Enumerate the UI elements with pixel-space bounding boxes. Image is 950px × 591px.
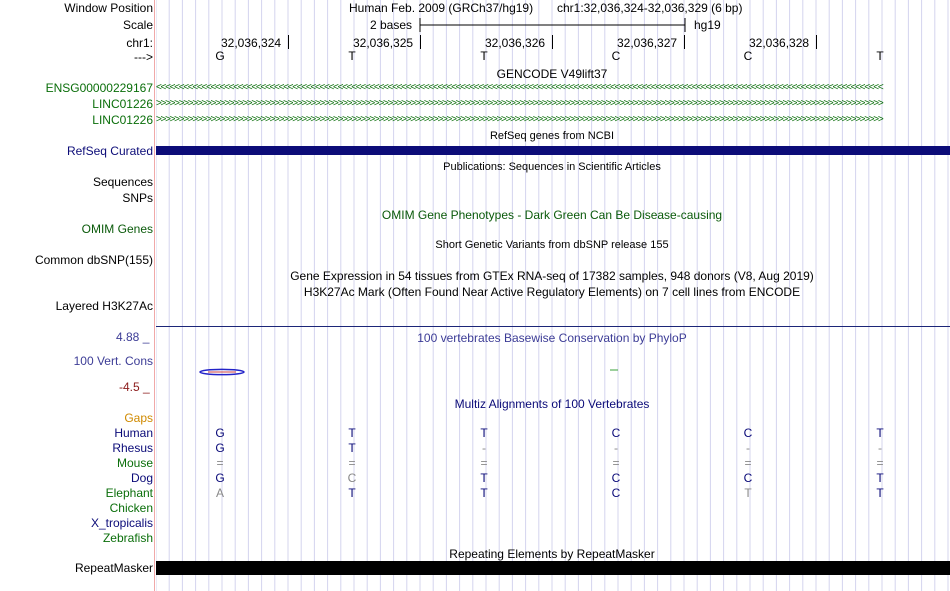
coordinate-tick-label: 32,036,328 — [749, 36, 810, 50]
species-base: - — [878, 441, 882, 455]
species-base: C — [611, 471, 621, 485]
omim-track-title[interactable]: OMIM Gene Phenotypes - Dark Green Can Be Disease-causing — [381, 208, 723, 222]
species-base: T — [480, 486, 488, 500]
coordinate-tick-label: 32,036,324 — [221, 36, 282, 50]
coordinate-tick — [816, 35, 817, 49]
species-base: C — [347, 471, 357, 485]
sequences-label[interactable]: Sequences — [92, 175, 153, 189]
cons-track-title[interactable]: 100 vertebrates Basewise Conservation by PhyloP — [417, 331, 687, 345]
chr-label: chr1: — [126, 36, 153, 50]
species-base: = — [744, 456, 752, 470]
species-base: G — [215, 426, 225, 440]
species-base: T — [480, 426, 488, 440]
reference-base: G — [215, 49, 225, 63]
multiz-track-title[interactable]: Multiz Alignments of 100 Vertebrates — [454, 397, 650, 411]
cons-green-mark — [608, 368, 620, 372]
cons-min-value: -4.5 _ — [119, 380, 150, 394]
strand-label: ---> — [134, 50, 153, 64]
dbsnp-track-title[interactable]: Short Genetic Variants from dbSNP release 155 — [435, 239, 669, 251]
species-base: = — [480, 456, 488, 470]
species-label-mouse[interactable]: Mouse — [116, 456, 153, 470]
species-base: T — [876, 426, 884, 440]
gencode-track-title[interactable]: GENCODE V49lift37 — [496, 67, 608, 81]
species-base: T — [876, 486, 884, 500]
species-base: = — [348, 456, 356, 470]
species-base: T — [348, 486, 356, 500]
rmsk-track-title[interactable]: Repeating Elements by RepeatMasker — [449, 547, 655, 561]
refseq-gene-bar[interactable] — [156, 146, 950, 155]
refseq-label[interactable]: RefSeq Curated — [66, 144, 153, 158]
species-label-chicken[interactable]: Chicken — [109, 501, 153, 515]
dbsnp-label[interactable]: Common dbSNP(155) — [34, 253, 153, 267]
species-base: C — [743, 426, 753, 440]
rmsk-element-bar[interactable] — [156, 561, 950, 575]
gene-track-linc01226-1[interactable]: >>>>>>>>>>>>>>>>>>>>>>>>>>>>>>>>>>>>>>>>>>>>>>>>>>>>>>>>>>>>>>>>>>>>>>>>>>>>>>>>>>>>>>>>>>>>>>>>>>>>>>>>>>>>>>>>>>>>>>>>>>>>>>>>>>>>>>>>>>>>>>>>>>>>>>>>>>>>>>>> — [156, 98, 883, 109]
species-base: T — [348, 441, 356, 455]
window-position-label: Window Position — [64, 1, 153, 15]
species-label-dog[interactable]: Dog — [130, 471, 153, 485]
h3k27ac-signal-line — [156, 326, 950, 327]
species-base: C — [611, 486, 621, 500]
species-label-x_tropicalis[interactable]: X_tropicalis — [90, 516, 153, 530]
species-base: A — [215, 486, 224, 500]
assembly-text[interactable]: Human Feb. 2009 (GRCh37/hg19) — [349, 1, 534, 15]
reference-base: T — [348, 49, 356, 63]
species-base: - — [746, 441, 750, 455]
reference-base: T — [876, 49, 884, 63]
species-base: - — [482, 441, 486, 455]
region-text[interactable]: chr1:32,036,324-32,036,329 (6 bp) — [557, 1, 743, 15]
cons-signal-mark — [196, 366, 248, 378]
gene-label-ensg00000229167[interactable]: ENSG00000229167 — [45, 81, 153, 95]
reference-base: C — [611, 49, 621, 63]
coordinate-tick-label: 32,036,326 — [485, 36, 546, 50]
gaps-label[interactable]: Gaps — [124, 411, 153, 425]
coordinate-tick — [684, 35, 685, 49]
reference-base: C — [743, 49, 753, 63]
species-base: = — [216, 456, 224, 470]
species-base: T — [876, 471, 884, 485]
scale-bar — [419, 17, 689, 33]
gene-label-linc01226-2[interactable]: LINC01226 — [92, 113, 153, 127]
species-base: C — [611, 426, 621, 440]
cons-label[interactable]: 100 Vert. Cons — [73, 354, 153, 368]
species-base: = — [876, 456, 884, 470]
species-label-human[interactable]: Human — [114, 426, 153, 440]
reference-base: T — [480, 49, 488, 63]
gene-track-linc01226-2[interactable]: >>>>>>>>>>>>>>>>>>>>>>>>>>>>>>>>>>>>>>>>>>>>>>>>>>>>>>>>>>>>>>>>>>>>>>>>>>>>>>>>>>>>>>>>>>>>>>>>>>>>>>>>>>>>>>>>>>>>>>>>>>>>>>>>>>>>>>>>>>>>>>>>>>>>>>>>>>>>>>>> — [156, 114, 883, 125]
species-base: T — [348, 426, 356, 440]
omim-label[interactable]: OMIM Genes — [81, 222, 153, 236]
refseq-track-title[interactable]: RefSeq genes from NCBI — [489, 130, 615, 142]
gene-label-linc01226-1[interactable]: LINC01226 — [92, 97, 153, 111]
db-text: hg19 — [694, 18, 721, 32]
species-base: C — [743, 471, 753, 485]
label-divider — [154, 0, 155, 591]
coordinate-tick — [288, 35, 289, 49]
pubs-track-title[interactable]: Publications: Sequences in Scientific Articles — [443, 161, 661, 173]
species-base: G — [215, 471, 225, 485]
species-label-elephant[interactable]: Elephant — [105, 486, 153, 500]
species-label-rhesus[interactable]: Rhesus — [112, 441, 153, 455]
cons-max-value: 4.88 _ — [116, 330, 150, 344]
snps-label[interactable]: SNPs — [122, 191, 153, 205]
coordinate-tick-label: 32,036,327 — [617, 36, 678, 50]
species-base: = — [612, 456, 620, 470]
h3k27ac-label[interactable]: Layered H3K27Ac — [55, 299, 153, 313]
h3k27ac-track-title[interactable]: H3K27Ac Mark (Often Found Near Active Regulatory Elements) on 7 cell lines from ENCODE — [303, 285, 801, 299]
species-label-zebrafish[interactable]: Zebrafish — [102, 531, 153, 545]
species-base: T — [744, 486, 752, 500]
coordinate-tick-label: 32,036,325 — [353, 36, 414, 50]
species-base: - — [614, 441, 618, 455]
gene-track-ensg00000229167[interactable]: <<<<<<<<<<<<<<<<<<<<<<<<<<<<<<<<<<<<<<<<<<<<<<<<<<<<<<<<<<<<<<<<<<<<<<<<<<<<<<<<<<<<<<<<<<<<<<<<<<<<<<<<<<<<<<<<<<<<<<<<<<<<<<<<<<<<<<<<<<<<<<<<<<<<<<<<<<<<<<<< — [156, 82, 883, 93]
species-base: T — [480, 471, 488, 485]
gtex-track-title[interactable]: Gene Expression in 54 tissues from GTEx RNA-seq of 17382 samples, 948 donors (V8, Aug 2019) — [290, 269, 814, 283]
scale-text: 2 bases — [370, 18, 413, 32]
rmsk-label[interactable]: RepeatMasker — [74, 561, 153, 575]
coordinate-tick — [420, 35, 421, 49]
species-base: G — [215, 441, 225, 455]
scale-label: Scale — [122, 18, 153, 32]
coordinate-tick — [552, 35, 553, 49]
